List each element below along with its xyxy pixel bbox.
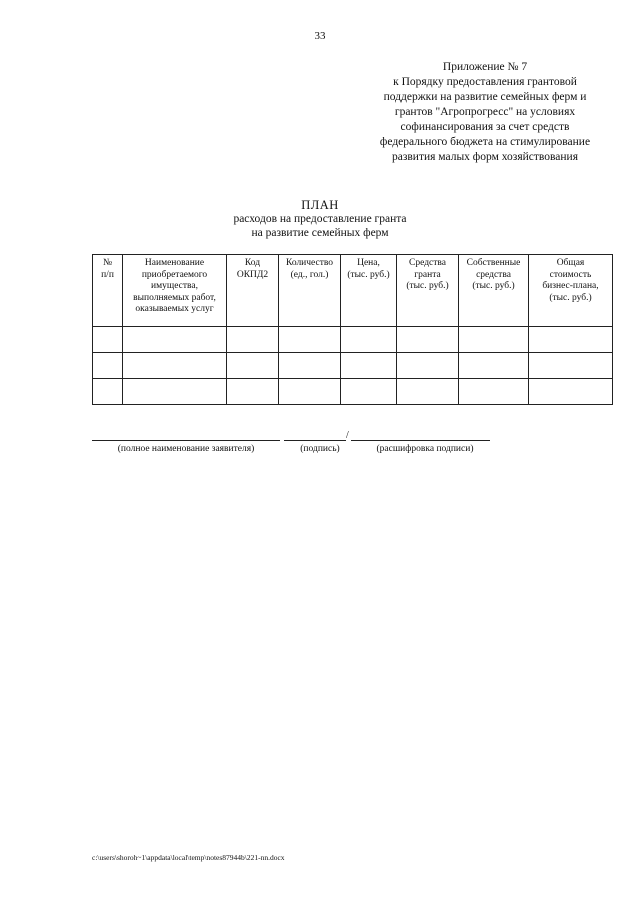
- plan-subtitle-line: на развитие семейных ферм: [251, 227, 389, 239]
- plan-title: ПЛАН: [301, 198, 339, 212]
- appendix-line: грантов "Агропрогресс" на условиях: [394, 106, 576, 118]
- header-cell-grant-funds: Средства гранта (тыс. руб.): [397, 255, 459, 327]
- table-cell[interactable]: [529, 353, 613, 379]
- signature-decoding-caption: (расшифровка подписи): [376, 444, 474, 454]
- table-cell[interactable]: [93, 379, 123, 405]
- table-cell[interactable]: [529, 379, 613, 405]
- appendix-line: к Порядку предоставления грантовой: [393, 76, 577, 88]
- plan-subtitle-line: расходов на предоставление гранта: [233, 213, 407, 225]
- header-cell-item-name: Наименование приобретаемого имущества, выполняемых работ, оказываемых услуг: [123, 255, 227, 327]
- table-header-row: [93, 255, 613, 327]
- table-cell[interactable]: [93, 353, 123, 379]
- table-cell[interactable]: [227, 353, 279, 379]
- table-cell[interactable]: [93, 327, 123, 353]
- header-cell-number: № п/п: [93, 255, 123, 327]
- applicant-name-line[interactable]: [92, 440, 280, 441]
- table-cell[interactable]: [341, 379, 397, 405]
- table-cell[interactable]: [397, 353, 459, 379]
- table-cell[interactable]: [123, 327, 227, 353]
- appendix-line: развития малых форм хозяйствования: [391, 151, 578, 163]
- table-cell[interactable]: [279, 379, 341, 405]
- file-path-footer: c:\users\shoroh~1\appdata\local\temp\notes87944b\221-nn.docx: [92, 853, 285, 862]
- plan-subtitle: [0, 212, 640, 240]
- page-number: 33: [314, 30, 326, 42]
- table-cell[interactable]: [227, 327, 279, 353]
- appendix-block: [355, 60, 615, 165]
- header-cell-own-funds: Собственные средства (тыс. руб.): [459, 255, 529, 327]
- table-cell[interactable]: [123, 353, 227, 379]
- table-cell[interactable]: [279, 353, 341, 379]
- table-row: [93, 327, 613, 353]
- table-cell[interactable]: [227, 379, 279, 405]
- header-cell-total-cost: Общая стоимость бизнес-плана, (тыс. руб.): [529, 255, 613, 327]
- appendix-line: Приложение № 7: [442, 61, 528, 73]
- expense-plan-table: [92, 254, 613, 405]
- table-cell[interactable]: [341, 327, 397, 353]
- table-cell[interactable]: [341, 353, 397, 379]
- signature-slash: /: [346, 430, 349, 441]
- signature-caption: (подпись): [300, 444, 340, 454]
- table-cell[interactable]: [459, 353, 529, 379]
- signature-line[interactable]: [284, 440, 346, 441]
- header-cell-okpd2-code: Код ОКПД2: [227, 255, 279, 327]
- table-row: [93, 379, 613, 405]
- table-cell[interactable]: [397, 327, 459, 353]
- table-cell[interactable]: [459, 379, 529, 405]
- applicant-name-caption: (полное наименование заявителя): [117, 444, 255, 454]
- header-cell-price: Цена, (тыс. руб.): [341, 255, 397, 327]
- appendix-line: поддержки на развитие семейных ферм и: [383, 91, 587, 103]
- table-cell[interactable]: [279, 327, 341, 353]
- signature-block: [92, 430, 492, 460]
- signature-decoding-line[interactable]: [351, 440, 490, 441]
- table-cell[interactable]: [459, 327, 529, 353]
- appendix-line: софинансирования за счет средств: [400, 121, 570, 133]
- appendix-line: федерального бюджета на стимулирование: [379, 136, 591, 148]
- table-cell[interactable]: [123, 379, 227, 405]
- table-cell[interactable]: [397, 379, 459, 405]
- table-cell[interactable]: [529, 327, 613, 353]
- table-row: [93, 353, 613, 379]
- header-cell-quantity: Количество (ед., гол.): [279, 255, 341, 327]
